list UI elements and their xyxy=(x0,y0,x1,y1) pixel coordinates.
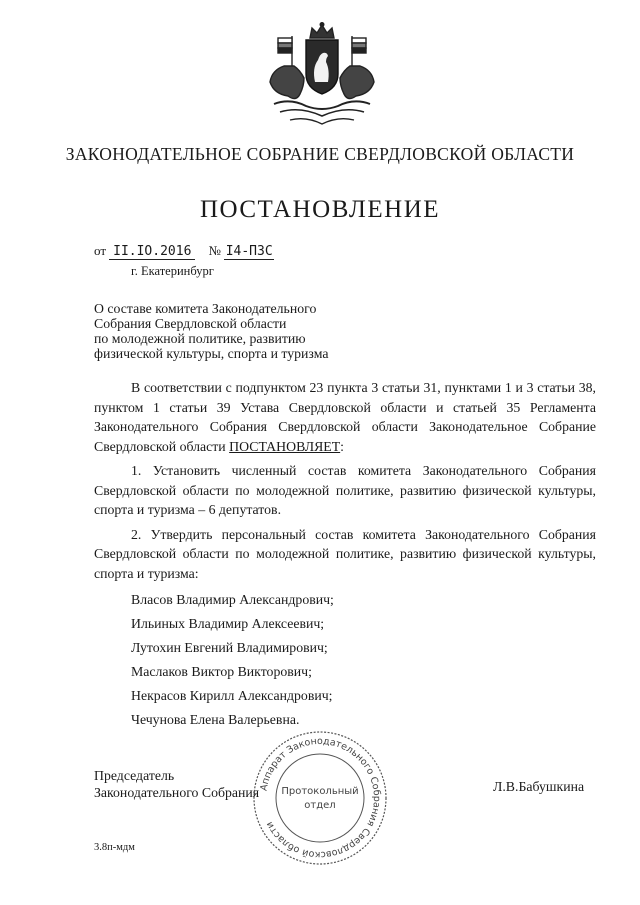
document-number: I4-ПЗС xyxy=(225,244,273,259)
official-stamp xyxy=(250,728,390,868)
member-name: Лутохин Евгений Владимирович; xyxy=(131,640,328,655)
subject-line: физической культуры, спорта и туризма xyxy=(94,346,329,361)
date-number-line xyxy=(94,243,274,260)
number-prefix: № xyxy=(208,243,221,258)
stamp-ring-text: Аппарат Законодательного Собрания Свердловской области xyxy=(258,735,383,861)
item-1-paragraph: 1. Установить численный состав комитета Законодательного Собрания Свердловской области по молодежной политике, развитию физической культуры, спорта и туризма – 6 депутатов. xyxy=(94,463,596,517)
coat-of-arms-emblem xyxy=(260,22,384,132)
document-type-title: ПОСТАНОВЛЕНИЕ xyxy=(199,196,441,223)
city-name: г. Екатеринбург xyxy=(131,264,214,278)
document-date: II.IO.2016 xyxy=(109,244,195,260)
document-footnote: 3.8п-мдм xyxy=(94,842,135,853)
date-prefix: от xyxy=(94,243,107,258)
member-name: Власов Владимир Александрович; xyxy=(131,592,334,607)
sverdlovsk-coat-of-arms-icon xyxy=(270,23,374,124)
stamp-center-line: Протокольный xyxy=(281,786,359,797)
signatory-title-line: Законодательного Собрания xyxy=(94,785,260,800)
member-name: Чечунова Елена Валерьевна. xyxy=(131,712,300,727)
signatory-title xyxy=(94,767,259,801)
stamp-center-line: отдел xyxy=(304,800,336,811)
signatory-title-line: Председатель xyxy=(94,768,175,783)
member-name: Маслаков Виктор Викторович; xyxy=(131,664,312,679)
signatory-name: Л.В.Бабушкина xyxy=(493,779,585,794)
subject-line: по молодежной политике, развитию xyxy=(94,331,306,346)
preamble-paragraph xyxy=(94,378,596,456)
resolve-colon: : xyxy=(340,438,345,454)
member-name: Некрасов Кирилл Александрович; xyxy=(131,688,333,703)
document-body xyxy=(94,378,596,732)
resolve-word: ПОСТАНОВЛЯЕТ xyxy=(229,438,341,454)
subject-line: Собрания Свердловской области xyxy=(94,316,287,331)
preamble-text: В соответствии с подпунктом 23 пункта 3 статьи 31, пунктами 1 и 3 статьи 38, пунктом 1 статьи 39 Устава Свердловской области и статьей 35 Регламента Законодательного Собрания Свердловской области Законодательное Собрание Свердловской области xyxy=(94,380,596,454)
organization-name: ЗАКОНОДАТЕЛЬНОЕ СОБРАНИЕ СВЕРДЛОВСКОЙ ОБЛАСТИ xyxy=(65,144,575,164)
member-list xyxy=(131,588,596,732)
member-name: Ильиных Владимир Алексеевич; xyxy=(131,616,325,631)
item-2-paragraph: 2. Утвердить персональный состав комитета Законодательного Собрания Свердловской области по молодежной политике, развитию физической культуры, спорта и туризма: xyxy=(94,526,596,581)
document-subject xyxy=(94,301,328,361)
subject-line: О составе комитета Законодательного xyxy=(94,301,317,316)
